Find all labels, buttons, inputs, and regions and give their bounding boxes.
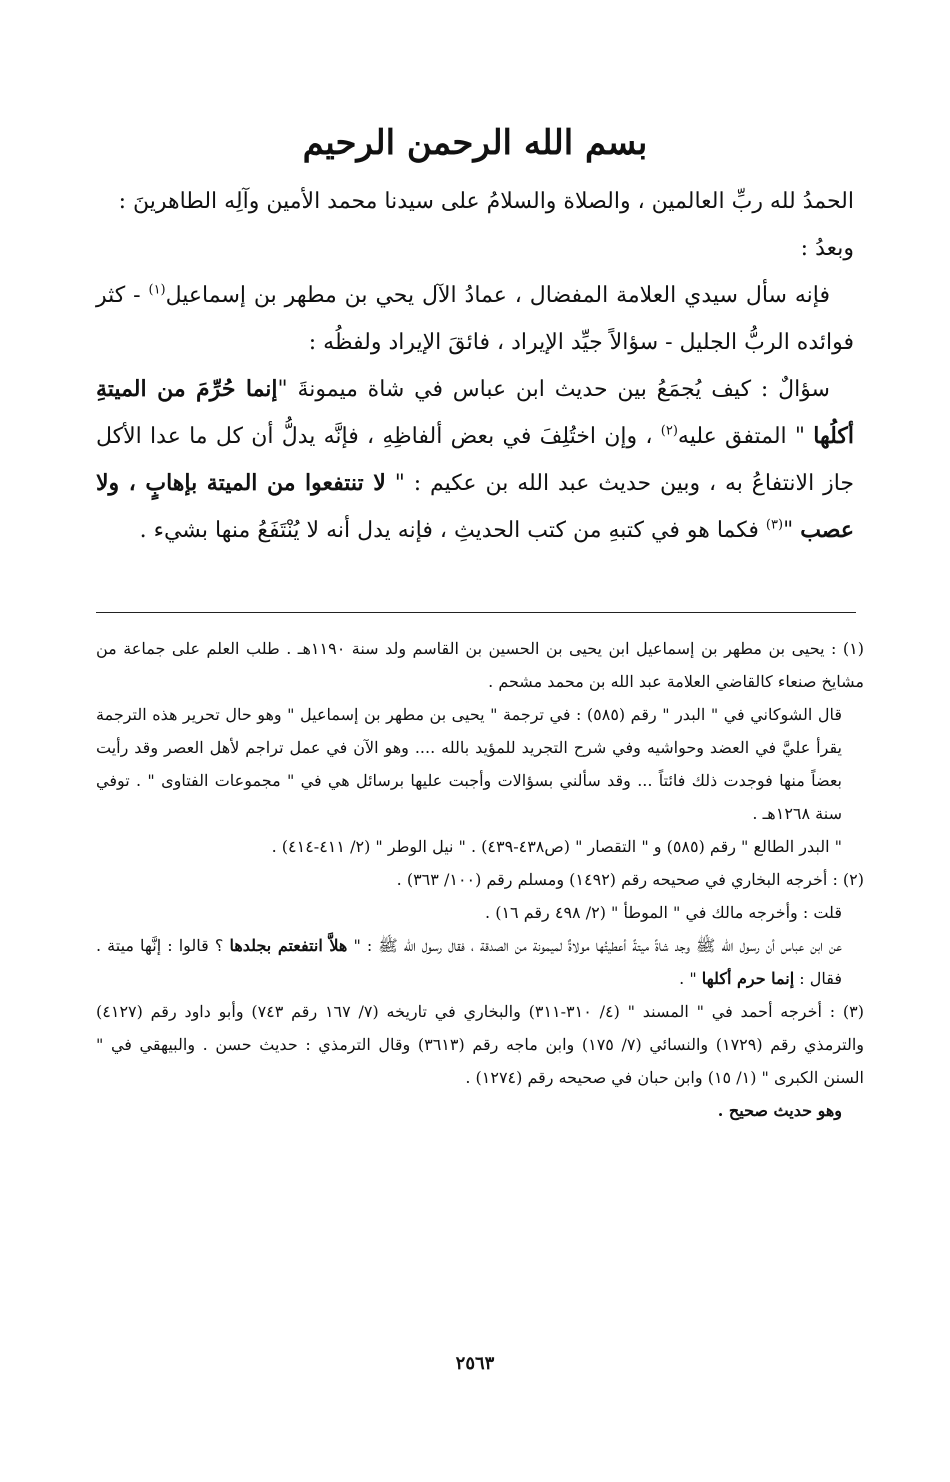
footnote-2-end-text: " . — [679, 969, 697, 988]
main-text — [96, 178, 854, 554]
footnote-ref-2: (٢) — [660, 423, 678, 439]
intro-text-b: - كثر فوائده الربُّ الجليل - سؤالاً جيِّد الإيراد ، فائقَ الإيراد ولفظُه : — [96, 283, 854, 355]
footnote-2-mid-text: ؟ قالوا : إنَّها ميتة . فقال : — [96, 936, 842, 988]
footnote-1-number: (١) : — [831, 639, 864, 658]
footnote-2-quote-2: إنما حرم أكلها — [701, 969, 795, 988]
footnote-1-quote — [96, 698, 864, 830]
footnote-3-number: (٣) : — [829, 1002, 865, 1021]
footnote-1-quote-text: قال الشوكاني في " البدر " رقم (٥٨٥) : في ترجمة " يحيى بن مطهر بن إسماعيل " وهو حال تحرير هذه الترجمة يقرأ عليَّ في العضد وحواشيه وفي شرح التجريد للمؤيد بالله .... وهو الآن في عمل تراجم لأهل العصر وقد رأيت بعضاً منها فوجدت ذلك فائتاً ... وقد سألني بسؤالات وأجبت عليها برسائل هي في " مجموعات الفتاوى " . توفي سنة ١٢٦٨هـ . — [96, 705, 843, 823]
footnotes — [96, 632, 864, 1127]
footnote-2-hadith-text: عن ابن عباس أن رسول الله ﷺ وجد شاةً ميتةً أعطيتُها مولاةٌ لميمونة من الصدقة ، فقال رسول الله ﷺ : " — [353, 936, 842, 955]
question-text-2: " المتفق عليه — [677, 424, 806, 449]
footnote-3-text: أخرجه أحمد في " المسند " (٤/ ٣١٠-٣١١) والبخاري في تاريخه (٧/ ١٦٧ رقم ٧٤٣) وأبو داود رقم (٤١٢٧) والترمذي رقم (١٧٢٩) والنسائي (٧/ ١٧٥) وابن ماجه رقم (٣٦١٣) وقال الترمذي : حديث حسن . والبيهقي في " السنن الكبرى " (١/ ١٥) وابن حبان في صحيحه رقم (١٢٧٤) . — [96, 1002, 865, 1087]
footnote-2-number: (٢) : — [832, 870, 864, 889]
footnote-3-verdict — [96, 1094, 864, 1127]
intro-text-a: فإنه سأل سيدي العلامة المفضال ، عمادُ الآل يحي بن مطهر بن إسماعيل — [165, 283, 830, 308]
footnote-2-quote-1: هلاَّ انتفعتم بجلدها — [229, 936, 348, 955]
footnote-1-refs-text: " البدر الطالع " رقم (٥٨٥) و " التقصار " (ص٤٣٨-٤٣٩) . " نيل الوطر " (٢/ ٤١١-٤١٤) . — [271, 837, 842, 856]
question-paragraph — [96, 366, 854, 554]
footnote-3 — [96, 995, 864, 1094]
footnote-ref-1: (١) — [148, 282, 166, 298]
then-paragraph — [96, 225, 854, 272]
intro-paragraph — [96, 272, 854, 366]
then-text: وبعدُ : — [800, 236, 854, 261]
footnote-ref-3: (٣) — [765, 517, 784, 533]
question-text-1: سؤالٌ : كيف يُجمَعُ بين حديث ابن عباس في شاة ميمونةَ " — [277, 377, 830, 402]
basmala-title: بسم الله الرحمن الرحيم — [302, 123, 648, 163]
praise-paragraph — [96, 178, 854, 225]
question-text-4: " — [783, 518, 794, 543]
footnote-2-malik — [96, 896, 864, 929]
footnote-2-text: أخرجه البخاري في صحيحه رقم (١٤٩٢) ومسلم رقم (١٠٠/ ٣٦٣) . — [396, 870, 828, 889]
hadith-quote-1: إنما حُرِّمَ من الميتةِ أكلُها — [96, 376, 854, 449]
question-text-3: ، وإن اختُلِفَ في بعض ألفاظِهِ ، فإنَّه يدلُّ أن كل ما عدا الأكل جاز الانتفاعُ به ، وبين حديث عبد الله بن عكيم : " — [96, 424, 855, 496]
footnote-1 — [96, 632, 864, 698]
hadith-quote-2: لا تنتفعوا من الميتة بإهابٍ ، ولا عصب — [96, 470, 854, 543]
footnote-1-refs — [96, 830, 864, 863]
page-number: ٢٥٦٣ — [455, 1353, 495, 1374]
praise-text: الحمدُ لله ربِّ العالمين ، والصلاة والسلامُ على سيدنا محمد الأمين وآلِه الطاهرينَ : — [118, 189, 854, 214]
footnote-2 — [96, 863, 864, 896]
footnote-2-malik-text: قلت : وأخرجه مالك في " الموطأ " (٢/ ٤٩٨ رقم ١٦) . — [485, 903, 842, 922]
footnote-3-verdict-text: وهو حديث صحيح . — [717, 1101, 842, 1120]
footnote-divider — [96, 612, 856, 613]
footnote-1-text: يحيى بن مطهر بن إسماعيل ابن يحيى بن الحسين بن القاسم ولد سنة ١١٩٠هـ . طلب العلم على جماعة من مشايخ صنعاء كالقاضي العلامة عبد الله بن محمد مشحم . — [96, 639, 864, 691]
footnote-2-hadith — [96, 929, 864, 995]
question-text-5: فكما هو في كتبهِ من كتب الحديثِ ، فإنه يدل أنه لا يُنْتَفَعُ منها بشيء . — [139, 518, 759, 543]
